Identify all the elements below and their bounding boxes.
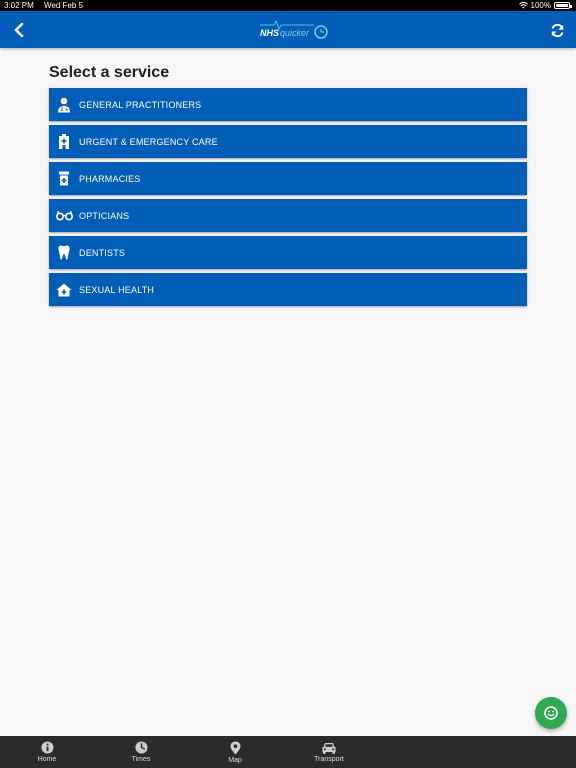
- page-title: Select a service: [49, 64, 170, 81]
- back-button[interactable]: [10, 20, 28, 40]
- tab-times[interactable]: [94, 736, 188, 768]
- service-general-practitioners[interactable]: [49, 88, 527, 121]
- service-urgent-emergency-care[interactable]: [49, 125, 527, 158]
- smiley-face-icon: [544, 706, 558, 720]
- tab-bar: [0, 736, 576, 768]
- service-list: [49, 88, 527, 310]
- tab-home[interactable]: [0, 736, 94, 768]
- tab-bar-spacer: [376, 736, 576, 768]
- service-label: PHARMACIES: [79, 173, 141, 184]
- glasses-icon: [56, 210, 73, 221]
- tab-label: Home: [37, 756, 57, 763]
- info-icon: [41, 741, 54, 754]
- service-label: DENTISTS: [79, 247, 126, 258]
- tab-label: Transport: [314, 755, 344, 763]
- tooth-icon: [58, 245, 70, 260]
- tab-label: Times: [131, 756, 151, 763]
- chat-button[interactable]: [535, 697, 567, 729]
- battery-icon: [554, 2, 570, 9]
- car-icon: [322, 742, 336, 754]
- status-left: [4, 1, 91, 10]
- map-pin-icon: [230, 741, 241, 755]
- service-label: GENERAL PRACTITIONERS: [79, 99, 202, 110]
- status-time: 3:02 PM: [4, 1, 34, 10]
- service-pharmacies[interactable]: [49, 162, 527, 195]
- service-dentists[interactable]: [49, 236, 527, 269]
- hospital-icon: [58, 134, 70, 149]
- service-opticians[interactable]: [49, 199, 527, 232]
- logo-quicker-text: quicker: [280, 28, 310, 38]
- status-right: [519, 1, 570, 10]
- refresh-button[interactable]: [548, 20, 566, 40]
- refresh-icon: [550, 23, 565, 38]
- status-bar: [0, 0, 576, 11]
- service-label: SEXUAL HEALTH: [79, 284, 155, 295]
- doctor-icon: [57, 97, 71, 113]
- tab-map[interactable]: [188, 736, 282, 768]
- tab-label: Map: [228, 756, 242, 764]
- service-label: URGENT & EMERGENCY CARE: [79, 136, 218, 147]
- wifi-icon: [519, 2, 528, 9]
- logo-nhs-text: NHS: [260, 28, 280, 38]
- nhs-quicker-logo: [258, 19, 330, 41]
- tab-transport[interactable]: [282, 736, 376, 768]
- battery-percent: 100%: [530, 1, 551, 10]
- service-sexual-health[interactable]: [49, 273, 527, 306]
- status-date: Wed Feb 5: [44, 1, 84, 10]
- house-medical-icon: [56, 283, 72, 297]
- app-header: [0, 11, 576, 48]
- clock-icon: [135, 741, 148, 754]
- service-label: OPTICIANS: [79, 210, 130, 221]
- chevron-left-icon: [14, 23, 24, 37]
- medicine-bottle-icon: [58, 171, 70, 186]
